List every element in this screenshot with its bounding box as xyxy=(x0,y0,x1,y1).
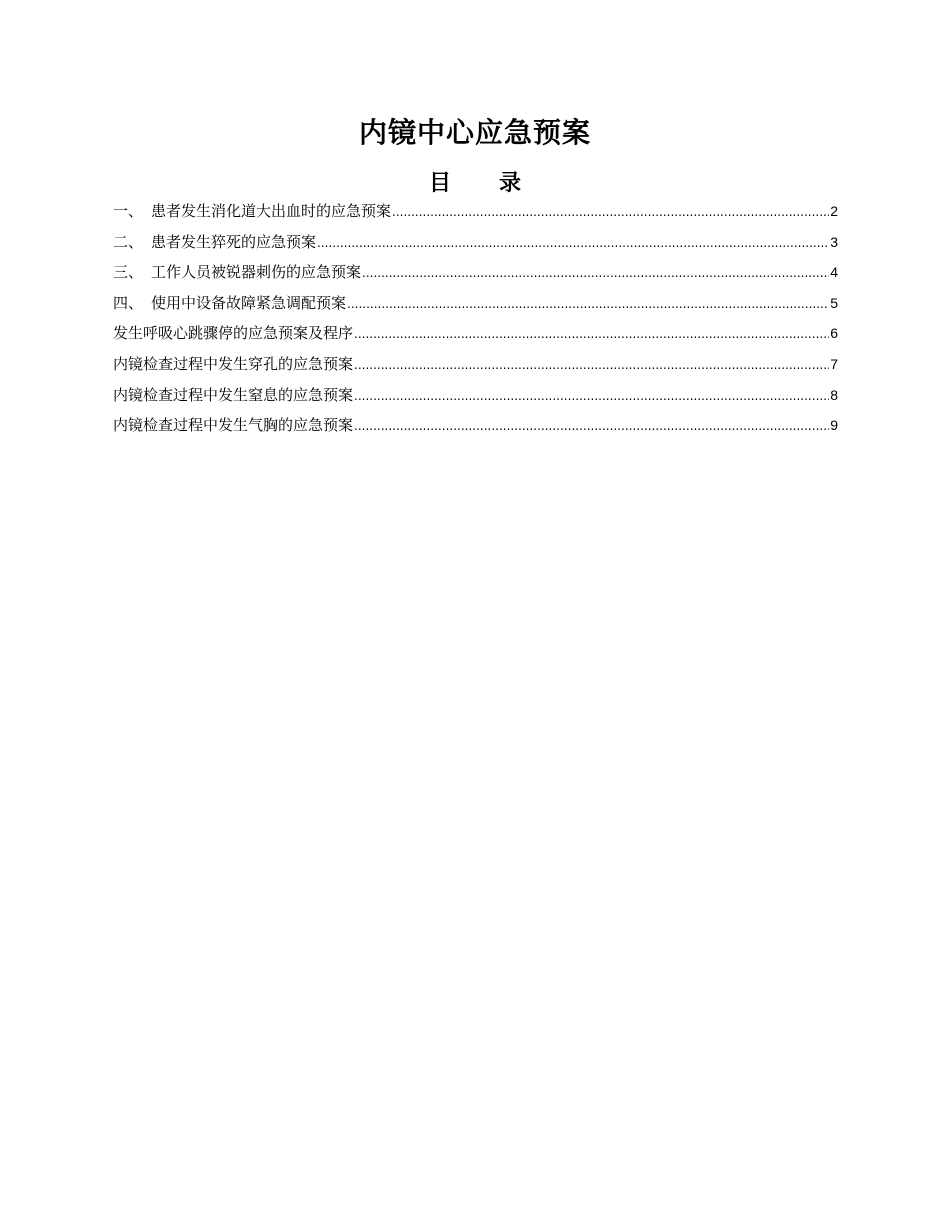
toc-heading-right: 录 xyxy=(499,171,522,196)
toc-dot-leader xyxy=(392,197,829,228)
toc-entry-page: 9 xyxy=(830,417,838,434)
toc-entry-title: 内镜检查过程中发生窒息的应急预案 xyxy=(113,385,354,404)
toc-dot-leader xyxy=(347,289,829,320)
toc-dot-leader xyxy=(354,319,829,350)
toc-entry-page: 5 xyxy=(830,294,838,311)
toc-entry-title: 工作人员被锐器刺伤的应急预案 xyxy=(151,263,362,282)
toc-dot-leader xyxy=(362,258,829,289)
toc-entry-title: 使用中设备故障紧急调配预案 xyxy=(151,293,347,312)
toc-entry[interactable] xyxy=(113,196,838,227)
toc-entry[interactable] xyxy=(113,288,838,319)
toc-entry-number: 四、 xyxy=(113,293,144,312)
toc-dot-leader xyxy=(354,350,829,381)
toc-entry-page: 4 xyxy=(830,264,838,281)
toc-entry-page: 8 xyxy=(830,386,838,403)
toc-entry[interactable] xyxy=(113,318,838,349)
toc-entry-page: 2 xyxy=(830,203,838,219)
toc-entry-title: 内镜检查过程中发生气胸的应急预案 xyxy=(113,416,354,435)
toc-entry[interactable] xyxy=(113,257,838,288)
toc-entry-title: 发生呼吸心跳骤停的应急预案及程序 xyxy=(113,324,354,343)
toc-entry-number: 一、 xyxy=(113,202,144,220)
toc-entry-title: 患者发生消化道大出血时的应急预案 xyxy=(151,202,392,220)
toc-dot-leader xyxy=(354,381,829,412)
toc-entry-page: 7 xyxy=(830,355,838,372)
toc-heading-left: 目 xyxy=(428,171,451,196)
toc-entry-page: 6 xyxy=(830,325,838,342)
table-of-contents xyxy=(113,196,838,441)
toc-entry-page: 3 xyxy=(830,233,838,250)
toc-entry-title: 内镜检查过程中发生穿孔的应急预案 xyxy=(113,354,354,373)
toc-entry-number: 二、 xyxy=(113,232,144,251)
toc-entry[interactable] xyxy=(113,410,838,441)
toc-entry-title: 患者发生猝死的应急预案 xyxy=(151,232,317,251)
toc-entry[interactable] xyxy=(113,349,838,380)
toc-entry[interactable] xyxy=(113,380,838,411)
toc-dot-leader xyxy=(317,228,829,259)
document-title: 内镜中心应急预案 xyxy=(358,116,591,149)
toc-entry[interactable] xyxy=(113,227,838,258)
toc-dot-leader xyxy=(354,411,829,442)
toc-entry-number: 三、 xyxy=(113,263,144,282)
